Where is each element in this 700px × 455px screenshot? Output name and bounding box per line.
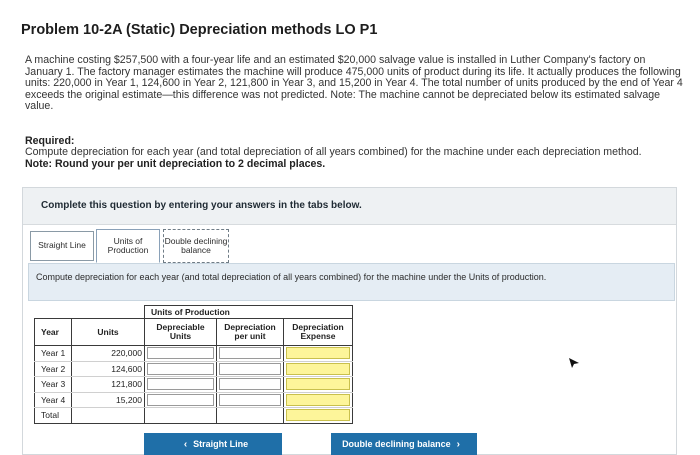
required-text: Compute depreciation for each year (and total depreciation of all years combined) for the machine under each depreciation method. — [25, 146, 642, 158]
tab-straight-line[interactable]: Straight Line — [30, 231, 94, 261]
col-header-depreciable-units: Depreciable Units — [145, 319, 217, 346]
depreciation-expense-input[interactable] — [286, 378, 350, 390]
col-header-depreciation-per-unit: Depreciation per unit — [217, 319, 284, 346]
depreciation-per-unit-input[interactable] — [219, 394, 281, 406]
previous-tab-label: Straight Line — [193, 439, 249, 449]
total-depreciation-expense-input[interactable] — [286, 409, 350, 421]
depreciable-units-input[interactable] — [147, 363, 214, 375]
row-year: Year 3 — [35, 377, 72, 393]
units-of-production-table — [34, 305, 353, 424]
depreciation-per-unit-input[interactable] — [219, 347, 281, 359]
panel-header — [23, 188, 676, 225]
table-row — [35, 346, 353, 362]
row-units: 15,200 — [72, 392, 145, 408]
row-year: Year 4 — [35, 392, 72, 408]
depreciable-units-input[interactable] — [147, 394, 214, 406]
row-units: 121,800 — [72, 377, 145, 393]
col-header-year: Year — [35, 319, 72, 346]
row-units: 220,000 — [72, 346, 145, 362]
chevron-right-icon: › — [456, 438, 460, 450]
table-row — [35, 377, 353, 393]
chevron-left-icon: ‹ — [183, 438, 188, 450]
table-row-total — [35, 408, 353, 424]
problem-text: A machine costing $257,500 with a four-year life and an estimated $20,000 salvage value is installed in Luther Company's factory on January 1. The factory manager estimates the machine will produce 475,000 units of product during its life. It actually produces the following units: 220,000 in Year 1, 124,600 in Year 2, 121,800 in Year 3, and 15,200 in Year 4. The total number of units produced by the end of Year 4 exceeds the original estimate—this difference was not predicted. Note: The machine cannot be depreciated below its estimated salvage value. — [25, 54, 683, 113]
mouse-cursor-icon — [568, 357, 580, 369]
next-tab-button[interactable] — [331, 433, 477, 455]
tab-instruction-box — [28, 263, 675, 301]
row-year: Total — [35, 408, 72, 424]
page-title: Problem 10-2A (Static) Depreciation methods LO P1 — [21, 22, 378, 38]
table-row — [35, 392, 353, 408]
table-row — [35, 361, 353, 377]
depreciation-expense-input[interactable] — [286, 363, 350, 375]
previous-tab-button[interactable] — [144, 433, 282, 455]
col-header-depreciation-expense: Depreciation Expense — [284, 319, 353, 346]
tab-units-of-production[interactable]: Units of Production — [96, 229, 160, 263]
depreciation-per-unit-input[interactable] — [219, 363, 281, 375]
depreciable-units-input[interactable] — [147, 378, 214, 390]
row-year: Year 2 — [35, 361, 72, 377]
row-units — [72, 408, 145, 424]
depreciation-expense-input[interactable] — [286, 394, 350, 406]
row-year: Year 1 — [35, 346, 72, 362]
row-units: 124,600 — [72, 361, 145, 377]
required-block — [25, 147, 695, 170]
depreciation-per-unit-input[interactable] — [219, 378, 281, 390]
col-header-units: Units — [72, 319, 145, 346]
tab-instruction: Compute depreciation for each year (and total depreciation of all years combined) for the machine under the Units of production. — [36, 272, 547, 282]
required-heading: Required: — [25, 135, 75, 147]
required-note: Note: Round your per unit depreciation to 2 decimal places. — [25, 157, 326, 170]
group-header: Units of Production — [145, 306, 353, 319]
depreciable-units-input[interactable] — [147, 347, 214, 359]
tab-double-declining-balance[interactable]: Double declining balance — [163, 229, 229, 263]
next-tab-label: Double declining balance — [342, 439, 451, 449]
panel-heading: Complete this question by entering your answers in the tabs below. — [41, 200, 362, 211]
depreciation-expense-input[interactable] — [286, 347, 350, 359]
